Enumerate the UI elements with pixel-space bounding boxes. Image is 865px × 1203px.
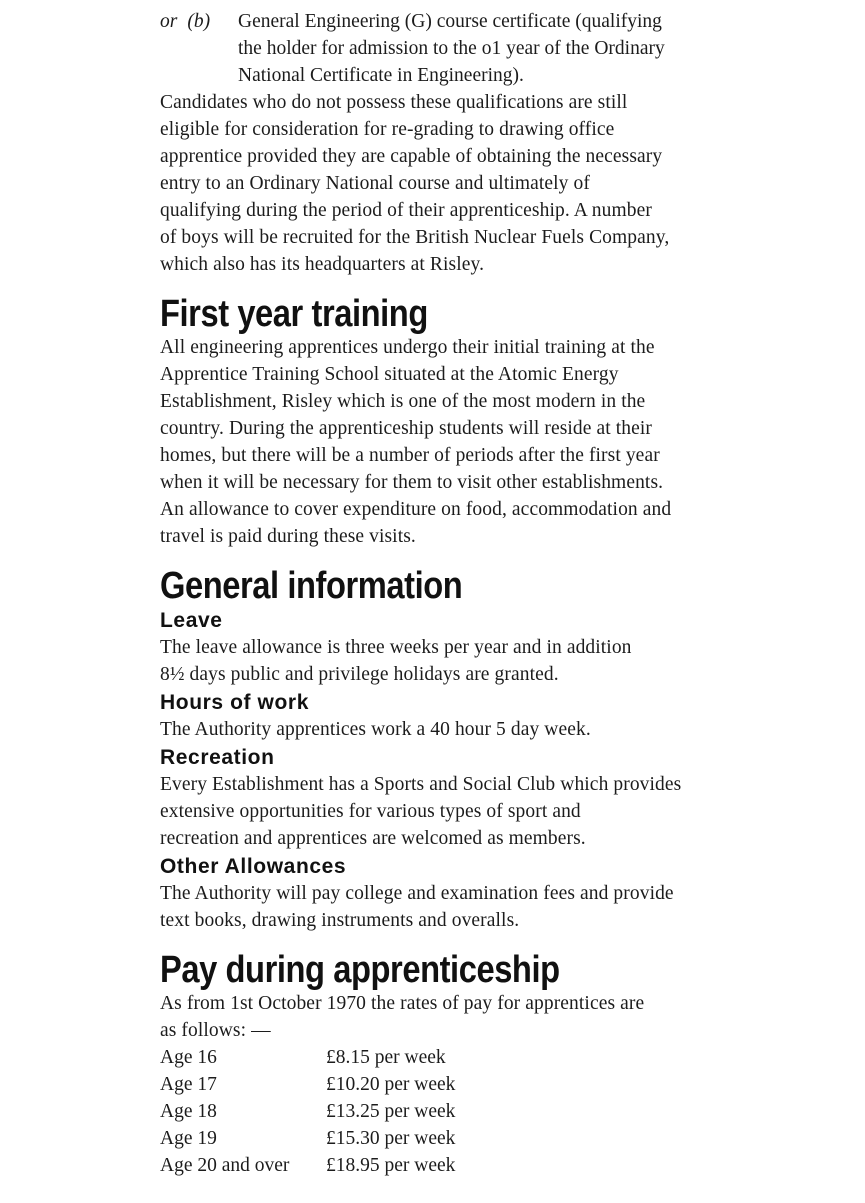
section-heading-pay: Pay during apprenticeship (160, 949, 560, 991)
recreation-paragraph (160, 771, 850, 852)
text-line: extensive opportunities for various types of sport and (160, 801, 581, 822)
text-line: as follows: — (160, 1020, 271, 1041)
text-line: travel is paid during these visits. (160, 526, 416, 547)
rate-cell: £13.25 per week (326, 1101, 456, 1122)
section-heading-first-year: First year training (160, 293, 428, 335)
age-cell: Age 18 (160, 1101, 217, 1122)
age-cell: Age 20 and over (160, 1155, 290, 1176)
allowances-paragraph (160, 880, 850, 934)
text-line: text books, drawing instruments and overalls. (160, 910, 520, 931)
age-cell: Age 17 (160, 1074, 217, 1095)
text-line: entry to an Ordinary National course and ultimately of (160, 173, 590, 194)
text-line: An allowance to cover expenditure on food, accommodation and (160, 499, 672, 520)
text-line: qualifying during the period of their apprenticeship. A number (160, 200, 652, 221)
item-marker (160, 8, 238, 89)
text-line: All engineering apprentices undergo their initial training at the (160, 337, 655, 358)
text-line: which also has its headquarters at Risley. (160, 254, 485, 275)
text-line: 8½ days public and privilege holidays are granted. (160, 664, 559, 685)
subheading-hours-of-work: Hours of work (160, 691, 309, 714)
text-line: apprentice provided they are capable of obtaining the necessary (160, 146, 663, 167)
text-line: recreation and apprentices are welcomed as members. (160, 828, 586, 849)
rate-cell: £8.15 per week (326, 1047, 446, 1068)
document-page (160, 8, 850, 1179)
pay-rates-table (160, 1044, 455, 1179)
age-cell: Age 16 (160, 1047, 217, 1068)
text-line: homes, but there will be a number of periods after the first year (160, 445, 660, 466)
subheading-recreation: Recreation (160, 746, 275, 769)
age-cell: Age 19 (160, 1128, 217, 1149)
text-line: Establishment, Risley which is one of the most modern in the (160, 391, 646, 412)
subheading-leave: Leave (160, 609, 223, 632)
pay-intro-paragraph (160, 990, 850, 1044)
intro-paragraph (160, 89, 850, 278)
text-line: eligible for consideration for re-grading to drawing office (160, 119, 615, 140)
text-line: Apprentice Training School situated at the Atomic Energy (160, 364, 619, 385)
text-line: Candidates who do not possess these qualifications are still (160, 92, 628, 113)
text-line: National Certificate in Engineering). (238, 65, 524, 86)
text-line: when it will be necessary for them to visit other establishments. (160, 472, 664, 493)
first-year-paragraph (160, 334, 850, 550)
table-row (160, 1071, 455, 1098)
rate-cell: £10.20 per week (326, 1074, 456, 1095)
text-line: of boys will be recruited for the British Nuclear Fuels Company, (160, 227, 670, 248)
qualification-item-b (160, 8, 850, 89)
text-line: country. During the apprenticeship students will reside at their (160, 418, 652, 439)
section-heading-general-information: General information (160, 565, 463, 607)
text-line: General Engineering (G) course certificate (qualifying (238, 11, 662, 32)
text-line: The Authority will pay college and examination fees and provide (160, 883, 674, 904)
rate-cell: £18.95 per week (326, 1155, 456, 1176)
table-row (160, 1098, 455, 1125)
table-row (160, 1044, 455, 1071)
text-line: the holder for admission to the o1 year of the Ordinary (238, 38, 665, 59)
item-prefix: or (160, 11, 178, 32)
text-line: As from 1st October 1970 the rates of pay for apprentices are (160, 993, 645, 1014)
text-line: Every Establishment has a Sports and Social Club which provides (160, 774, 682, 795)
subheading-other-allowances: Other Allowances (160, 855, 347, 878)
hours-paragraph (160, 716, 850, 743)
leave-paragraph (160, 634, 850, 688)
table-row (160, 1125, 455, 1152)
rate-cell: £15.30 per week (326, 1128, 456, 1149)
item-letter: (b) (187, 11, 211, 32)
table-row (160, 1152, 455, 1179)
item-text (238, 8, 665, 89)
text-line: The Authority apprentices work a 40 hour 5 day week. (160, 719, 591, 740)
text-line: The leave allowance is three weeks per year and in addition (160, 637, 632, 658)
